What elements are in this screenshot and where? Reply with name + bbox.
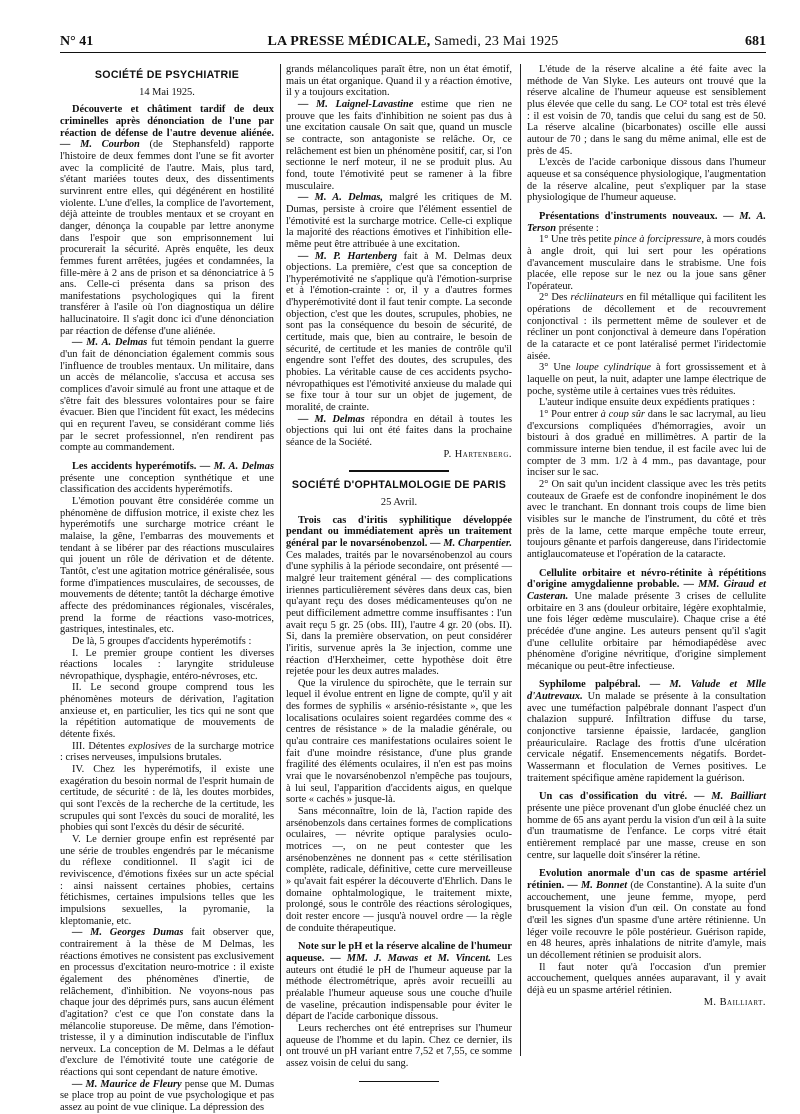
- masthead: [60, 34, 766, 50]
- article-paragraph: L'auteur indique ensuite deux expédients pratiques :: [539, 397, 755, 409]
- author: — M. Courbon: [60, 139, 140, 151]
- article-paragraph: — M. A. Delmas, malgré les critiques de M. Dumas, persiste à croire que l'élément essentiel de l'émotivité est la surcharge motrice. Celle-ci explique la majorité des réactions émotives et l'inhibition elle-même peut être attribuée à une excitation.: [286, 192, 512, 250]
- article-title: Un cas d'ossification du vitré.: [539, 791, 688, 803]
- author: — M. Charpentier.: [430, 537, 512, 549]
- article-paragraph: Syphilome palpébral. — M. Valude et Mlle d'Autrevaux. Un malade se présente à la consultation avec une tuméfaction palpébrale donnant l'aspect d'un chalazion suppuré. Infiltration diffuse du tarse, conjonctive tarsienne épaissie, lardacée, ganglion préauriculaire. Raclage des frottis d'une ulcération cervicale négatif. Ensemencements négatifs. Bordet-Wassermann et floculation de Vernes positives. Le traitement spécifique amène rapidement la guérison.: [527, 679, 766, 784]
- article-title: Présentations d'instruments nouveaux.: [539, 210, 718, 222]
- author: — M. A. Terson: [527, 210, 766, 234]
- article-paragraph: Il faut noter qu'à l'occasion d'un premier accouchement, quelques années auparavant, il y avait déjà eu un spasme artériel rétinien.: [527, 961, 766, 996]
- section-divider: [349, 470, 449, 472]
- section-date: 14 Mai 1925.: [139, 86, 195, 98]
- article-title: Syphilome palpébral.: [539, 679, 641, 691]
- article-paragraph: Cellulite orbitaire et névro-rétinite à répétitions d'origine amygdalienne probable. — MM. Giraud et Casteran. Une malade présente 3 crises de cellulite orbitaire en 3 ans (douleur orbitaire, légère exophtalmie, une fois léger œdème musculaire). Chaque crise a été précédée d'une angine. Les auteurs pensent qu'il s'agit d'une cellulite orbitaire par hémodiapédèse avec phénomène d'origine névritique, d'origine simplement mécanique ou peut-être infectieuse.: [527, 567, 766, 672]
- author: — M. Bonnet: [567, 879, 628, 891]
- article-paragraph: — M. Laignel-Lavastine estime que rien ne prouve que les faits d'inhibition ne soient pas dus à une excitation causale On sait que, quand un muscle se contracte, son antagoniste se relâche. Or, ce relâchement est bien un phénomène positif, car, si l'on sectionne le nerf moteur, il ne se produit plus. Au fond, toute l'émotivité peut se ramener à la fibre musculaire.: [286, 98, 512, 192]
- article-paragraph: Que la virulence du spirochète, que le terrain sur lequel il évolue entrent en ligne de compte, qu'il y ait des formes de syphilis « arsénio-résistante », que les localisations oculaires soient regardées comme des « centres de résistance » de la maladie générale, ou qu'au contraire ces manifestations oculaires soient le fait d'une moindre résistance, d'une plus grande fragilité des éléments oculaires, il n'en est pas moins vrai que le novarsénobenzol n'empêche pas toujours, à lui seul, l'apparition d'accidents aigus, en quelque sorte « cachés » jusque-là.: [286, 677, 512, 806]
- article-paragraph: 3° Une loupe cylindrique à fort grossissement et à laquelle on peut, la nuit, adapter une lampe électrique de poche, système utile à certaines vues très réduites.: [527, 362, 766, 397]
- article-paragraph: — M. P. Hartenberg fait à M. Delmas deux objections. La première, c'est que sa conception de l'hyperémotivité ne s'applique qu'à l'émotion-surprise et à l'émotion-crainte : or, il y a d'autres formes d'hyperémotivité dont il faut tenir compte. La seconde objection, c'est que les doutes, scrupules, phobies, ne sont pas la conséquence du besoin de sécurité, de certitude, mais que, bien au contraire, le besoin de sécurité, de certitude et les manies de contrôle qu'il engendre sont l'effet des doutes, des scrupules, des phobies. La véritable cause de ces accidents psycho-névropathiques est l'émotivité anxieuse du malade qui se fixe tour à tour sur un objet de jugement, de moralité, de crainte.: [286, 250, 512, 414]
- author: — M. Valude et Mlle d'Autrevaux.: [527, 679, 766, 703]
- article-paragraph: III. Détentes explosives de la surcharge motrice : crises nerveuses, impulsions brutales.: [60, 740, 274, 764]
- column-1: [60, 64, 274, 1114]
- author: — M. P. Hartenberg: [298, 250, 398, 262]
- section-divider: [359, 1081, 439, 1082]
- column-2: [286, 64, 512, 1069]
- article-title: Les accidents hyperémotifs.: [72, 461, 197, 472]
- section-date: 25 Avril.: [380, 496, 418, 508]
- page-header: [60, 34, 766, 53]
- signature: P. Hartenberg.: [443, 448, 512, 460]
- article-paragraph: Evolution anormale d'un cas de spasme artériel rétinien. — M. Bonnet (de Constantine). A la suite d'un accouchement, une jeune femme, myope, perd brusquement la vision d'un œil. On constate au fond d'œil les signes d'un spasme d'une artère rétinienne. Un léger voile recouvre le pôle postérieur. Guérison rapide, en 48 heures, après inhalations de nitrite d'amyle, mais un décollement rétinien se produisit alors.: [527, 868, 767, 961]
- article-paragraph: Un cas d'ossification du vitré. — M. Bailliart présente une pièce provenant d'un globe énucléé chez un homme de 65 ans ayant perdu la vision d'un œil à la suite d'un traumatisme de l'enfance. Le corps vitré était entièrement remplacé par une masse, creuse en son centre, sur laquelle doit s'insérer la rétine.: [527, 791, 766, 861]
- issue-date: Samedi, 23 Mai 1925: [434, 34, 559, 49]
- article-paragraph: Découverte et châtiment tardif de deux criminelles après dénonciation de l'une par réaction de défense de l'autre devenue aliénée. — M. Courbon (de Stephansfeld) rapporte l'histoire de deux femmes dont l'une se fit avorter avec la complicité de l'autre. Mais, plus tard, s'étant mariées toutes deux, des dissentiments survinrent entre elles, qui dégénérent en hostilité violente. L'une d'elles, la complice de l'avortement, déjà atteinte de troubles mentaux et se croyant en danger, dénonça la coupable par lettre anonyme dans l'espoir que son emprisonnement lui procurerait la sécurité. Après enquête, les deux femmes furent arrêtées, jugées et condamnées, la fille-mère à 2 ans de prison et sa dénonciatrice à 5 ans. Celle-ci présenta dans sa prison des manifestations psychologiques qui la firent transférer à l'asile où l'on diagnostiqua un délire hallucinatoire. Il s'agit donc ici d'une dénonciation par réaction de défense d'une aliénée.: [60, 104, 274, 337]
- article-paragraph: — M. Maurice de Fleury pense que M. Dumas se place trop au point de vue psychologique et pas assez au point de vue clinique. La dépression des: [60, 1078, 274, 1114]
- journal-title: LA PRESSE MÉDICALE,: [267, 34, 431, 49]
- author: — MM. J. Mawas et M. Vincent.: [330, 952, 491, 964]
- article-paragraph: Note sur le pH et la réserve alcaline de l'humeur aqueuse. — MM. J. Mawas et M. Vincent. Les auteurs ont étudié le pH de l'humeur aqueuse par la méthode électrométrique, après avoir recueilli au préalable l'humeur aqueuse sous une couche d'huile de vaseline, précaution indispensable pour éviter le départ de l'acide carbonique dissous.: [286, 941, 512, 1023]
- article-title: Note sur le pH et la réserve alcaline de l'humeur aqueuse.: [286, 941, 512, 964]
- article-paragraph: — M. Georges Dumas fait observer que, contrairement à la thèse de M Delmas, les réactions émotives ne consistent pas exclusivement en processus d'excitation neuro-motrice : il existe également des phénomènes d'inertie, de relâchement, d'inhibition. Ne voyons-nous pas chaque jour des déprimés purs, sans aucun élément d'agitation? c'est ce que l'on constate dans la mélancolie stuporeuse. De même, dans l'émotion-tristesse, il y a diminution indiscutable de l'influx nerveux. La conception de M. Delmas a le défaut d'exclure de l'émotivité toute une catégorie de réactions qui sont cependant de nature émotive.: [60, 927, 274, 1079]
- article-paragraph: 1° Pour entrer à coup sûr dans le sac lacrymal, au lieu d'excursions compliquées d'hémorragies, avoir un bistouri à dos gradué en millimètres. A partir de la commissure interne bien tendue, il est facile avec lui de compter de 3 mm. 1/2 à 4 mm., pas davantage, pour inciser sur le sac.: [527, 409, 766, 479]
- article-paragraph: Sans méconnaître, loin de là, l'action rapide des arsénobenzols dans certaines formes de complications oculaires, — névrite optique paralysies oculo-motrices —, on ne peut contester que les arsénobenzènes ne donnent pas « cette stérilisation complète, radicale, définitive, cette cure merveilleuse » qu'avait fait espérer la découverte d'Ehrlich. Dans le domaine ophtalmologique, le traitement mixte, prolongé, sous le contrôle des réactions sérologiques, doit rester encore — jusqu'à nouvel ordre — la règle de conduite thérapeutique.: [286, 806, 512, 934]
- article-title: Trois cas d'iritis syphilitique développée pendant ou immédiatement après un traitement général par le novarsénobenzol.: [286, 514, 512, 549]
- article-paragraph: grands mélancoliques paraît être, non un état émotif, mais un état organique. Quand il y a réaction émotive, il y a toujours excitation.: [286, 64, 512, 99]
- author: — M. A. Delmas,: [298, 192, 383, 204]
- article-paragraph: — M. Delmas répondra en détail à toutes les objections qui lui ont été faites dans la prochaine séance de la Société.: [286, 413, 512, 448]
- article-paragraph: 1° Une très petite pince à forcipressure, à mors coudés à angle droit, qui lui sert pour les opérations d'avancement musculaire dans le strabisme. Une fois placée, elle repose sur le nez ou la joue sans gêner l'opérateur.: [527, 234, 766, 292]
- article-paragraph: L'excès de l'acide carbonique dissous dans l'humeur aqueuse et sa conséquence physiologique, l'augmentation de la réserve alcaline, peut s'expliquer par la stase physiologique de l'humeur aqueuse.: [527, 157, 766, 204]
- article-paragraph: 2° On sait qu'un incident classique avec les très petits couteaux de Graefe est de confondre inopinément le dos avec le tranchant. En donnant trois coups de lime bien visibles sur le manche de l'instrument, du côté et très près de la lame, cette marque empêche toute erreur, toujours gênante et parfois dangereuse, dans l'iridectomie antiglaucomateuse et l'opération de la cataracte.: [527, 478, 766, 560]
- article-paragraph: Leurs recherches ont été entreprises sur l'humeur aqueuse de l'homme et du lapin. Chez ce dernier, ils ont trouvé un pH variant entre 7,52 et 7,55, ce somme assez voisin de celui du sang.: [286, 1022, 512, 1069]
- article-title: Cellulite orbitaire et névro-rétinite à répétitions d'origine amygdalienne probable.: [527, 567, 766, 591]
- column-rule: [520, 64, 521, 1056]
- article-paragraph: V. Le dernier groupe enfin est représenté par une série de troubles engendrés par le mécanisme du réflexe conditionnel. Il s'agit ici de reviviscence, d'émotions fixées sur un acte spécial : ainsi naissent certaines phobies, certains fétichismes, certaines impulsions telles que les impulsions sexuelles, la pyromanie, la kleptomanie, etc.: [60, 834, 274, 927]
- author: — MM. Giraud et Casteran.: [527, 579, 766, 602]
- article-paragraph: — M. A. Delmas fut témoin pendant la guerre d'un fait de dénonciation également commis sous l'influence de troubles mentaux. Un militaire, dans un accès de mélancolie, s'accusa et accusa ses complices d'avoir simulé au front une attaque et de s'être fait des blessures volontaires pour se faire évacuer. Bien que l'incident fût exact, les médecins qui en reçurent l'aveu, se considérant comme liés par le secret professionnel, n'en rendirent pas compte au commandement.: [60, 337, 274, 454]
- issue-number: N° 41: [60, 34, 94, 49]
- article-title: Découverte et châtiment tardif de deux criminelles après dénonciation de l'une par réaction de défense de l'autre devenue aliénée.: [60, 104, 274, 139]
- author: — M. Laignel-Lavastine: [298, 98, 414, 110]
- author: — M. Delmas: [298, 413, 365, 425]
- article-paragraph: Les accidents hyperémotifs. — M. A. Delmas présente une conception synthétique et une classification des accidents hyperémotifs.: [60, 461, 274, 496]
- author: — M. Georges Dumas: [72, 927, 184, 939]
- article-title: Evolution anormale d'un cas de spasme artériel rétinien.: [527, 868, 766, 891]
- article-paragraph: L'étude de la réserve alcaline a été faite avec la méthode de Van Slyke. Les auteurs ont trouvé que la réserve alcaline de l'humeur aqueuse est sensiblement plus élevée que celle du sang. Le CO² total est très élevé : il est voisin de 70, tandis que celui du sang est de 50. La réserve alcaline (bicarbonates) oscille elle aussi autour de 70 ; dans le sang du même animal, elle est de près de 45.: [527, 64, 766, 157]
- section-title: SOCIÉTÉ D'OPHTALMOLOGIE DE PARIS: [291, 479, 507, 492]
- article-paragraph: II. Le second groupe comprend tous les phénomènes moteurs de dérivation, l'agitation anxieuse et, en particulier, les tics qui ne sont que la répétition automatique de mouvements de détente fixés.: [60, 682, 274, 741]
- article-paragraph: 2° Des récliinateurs en fil métallique qui facilitent les opérations de décollement et de recouvrement conjonctival : ils permettent même de soulever et de récliner un pont conjonctival à demeure dans l'opération de la cataracte et ce pont latéralisé permet l'iridectomie aisée.: [527, 292, 766, 362]
- article-paragraph: L'émotion pouvant être considérée comme un phénomène de diffusion motrice, il existe chez les hyperémotifs une surcharge motrice créant le malaise, la gêne, l'embarras des mouvements et tendant à se libérer par des réactions musculaires qui jouent un rôle de dérivation et de détente. Tantôt, c'est une agitation motrice généralisée, sous forme d'impatiences musculaires, de secousses, de mouvements de détente; tantôt la décharge émotive affecte des prédominances régionales, viscérales, prend la forme de réactions vaso-motrices, gastriques, intestinales, etc.: [60, 495, 274, 636]
- signature: M. Bailliart.: [703, 996, 766, 1008]
- author: — M. Maurice de Fleury: [72, 1078, 182, 1090]
- article-paragraph: IV. Chez les hyperémotifs, il existe une exagération du besoin normal de l'esprit humain de certitude, de sécurité : de là, les doutes morbides, qui sont l'excès de la recherche de la certitude, les scrupules qui sont l'excès du souci de moralité, les phobies qui sont l'excès du désir de sécurité.: [60, 764, 274, 834]
- article-paragraph: I. Le premier groupe contient les diverses réactions locales : laryngite striduleuse névropathique, dysphagie, entéro-névroses, etc.: [60, 647, 274, 682]
- section-title: SOCIÉTÉ DE PSYCHIATRIE: [94, 69, 240, 81]
- author: — M. A. Delmas: [72, 337, 148, 349]
- column-rule: [280, 64, 281, 1056]
- article-paragraph: Trois cas d'iritis syphilitique développée pendant ou immédiatement après un traitement général par le novarsénobenzol. — M. Charpentier. Ces malades, traités par le novarsénobenzol au cours d'une syphilis à la période secondaire, ont présenté — malgré leur traitement général — des complications iriennes particulièrement sévères dans deux cas, bien qu'ayant reçu des doses médicamenteuses qu'on ne peut difficilement admettre comme insuffisantes : l'un avait reçu 5 gr. 25 (obs. III), l'autre 4 gr. 20 (obs. II). Si, dans la première observation, on peut considérer l'iritis, survenue après la 3e injection, comme une réaction d'Herxheimer, cette hypothèse doit être rejetée pour les deux autres malades.: [286, 514, 512, 678]
- article-paragraph: De là, 5 groupes d'accidents hyperémotifs :: [72, 635, 252, 647]
- author: — M. A. Delmas: [199, 461, 274, 472]
- page-number: 681: [745, 34, 766, 49]
- author: — M. Bailliart: [694, 791, 766, 803]
- column-3: [527, 64, 766, 1054]
- article-paragraph: Présentations d'instruments nouveaux. — M. A. Terson présente :: [527, 210, 766, 234]
